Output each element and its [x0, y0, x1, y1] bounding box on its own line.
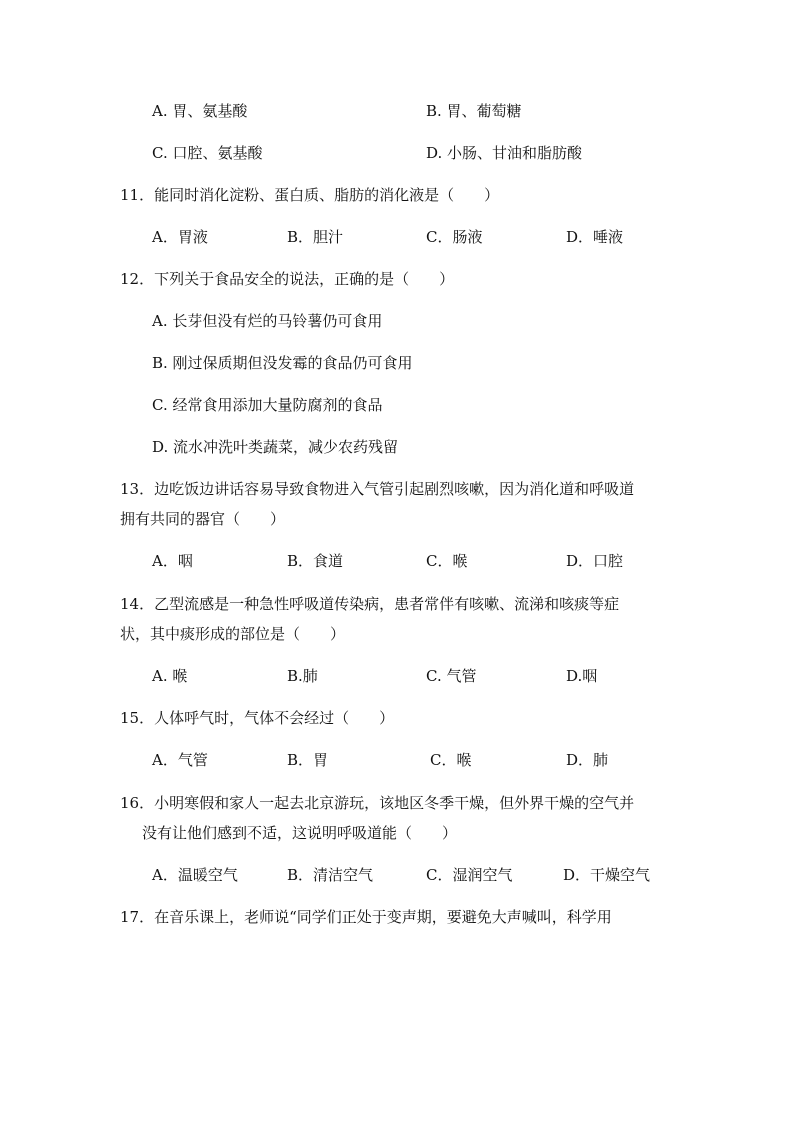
q15-option-a: A．气管 — [152, 751, 208, 769]
q12-stem: 12．下列关于食品安全的说法，正确的是（ ） — [120, 270, 455, 288]
q15-option-d: D．肺 — [566, 751, 609, 769]
q11-option-c: C．肠液 — [426, 228, 483, 246]
q13-stem-line-2: 拥有共同的器官（ ） — [120, 510, 286, 528]
q10-option-d: D. 小肠、甘油和脂肪酸 — [426, 144, 583, 162]
q15-option-b: B．胃 — [287, 751, 329, 769]
q10-option-a: A. 胃、氨基酸 — [152, 102, 248, 120]
q15-option-c: C．喉 — [430, 751, 472, 769]
q10-option-c: C. 口腔、氨基酸 — [152, 144, 263, 162]
q16-option-a: A．温暖空气 — [152, 866, 238, 884]
q14-option-d: D.咽 — [566, 667, 598, 685]
q13-stem-line-1: 13．边吃饭边讲话容易导致食物进入气管引起剧烈咳嗽，因为消化道和呼吸道 — [120, 480, 635, 498]
q16-stem-line-2: 没有让他们感到不适，这说明呼吸道能（ ） — [142, 824, 458, 842]
q14-option-c: C. 气管 — [426, 667, 477, 685]
q16-option-b: B．清洁空气 — [287, 866, 374, 884]
q14-option-b: B.肺 — [287, 667, 318, 685]
q16-option-d: D．干燥空气 — [563, 866, 651, 884]
q12-option-b: B. 刚过保质期但没发霉的食品仍可食用 — [152, 354, 413, 372]
q12-option-c: C. 经常食用添加大量防腐剂的食品 — [152, 396, 383, 414]
q11-option-a: A．胃液 — [152, 228, 208, 246]
q11-stem: 11．能同时消化淀粉、蛋白质、脂肪的消化液是（ ） — [120, 186, 500, 204]
q16-option-c: C．湿润空气 — [426, 866, 513, 884]
q11-option-b: B．胆汁 — [287, 228, 344, 246]
q12-option-a: A. 长芽但没有烂的马铃薯仍可食用 — [152, 312, 383, 330]
q13-option-d: D．口腔 — [566, 552, 624, 570]
q14-stem-line-1: 14．乙型流感是一种急性呼吸道传染病，患者常伴有咳嗽、流涕和咳痰等症 — [120, 595, 620, 613]
q16-stem-line-1: 16．小明寒假和家人一起去北京游玩，该地区冬季干燥，但外界干燥的空气并 — [120, 794, 635, 812]
q17-stem-line-1: 17．在音乐课上，老师说“同学们正处于变声期，要避免大声喊叫，科学用 — [120, 908, 612, 926]
q12-option-d: D. 流水冲洗叶类蔬菜，减少农药残留 — [152, 438, 399, 456]
q10-option-b: B. 胃、葡萄糖 — [426, 102, 522, 120]
q13-option-c: C．喉 — [426, 552, 468, 570]
q14-option-a: A. 喉 — [152, 667, 188, 685]
q15-stem: 15．人体呼气时，气体不会经过（ ） — [120, 709, 395, 727]
q13-option-a: A．咽 — [152, 552, 193, 570]
q11-option-d: D．唾液 — [566, 228, 624, 246]
q13-option-b: B．食道 — [287, 552, 344, 570]
q14-stem-line-2: 状，其中痰形成的部位是（ ） — [120, 625, 346, 643]
